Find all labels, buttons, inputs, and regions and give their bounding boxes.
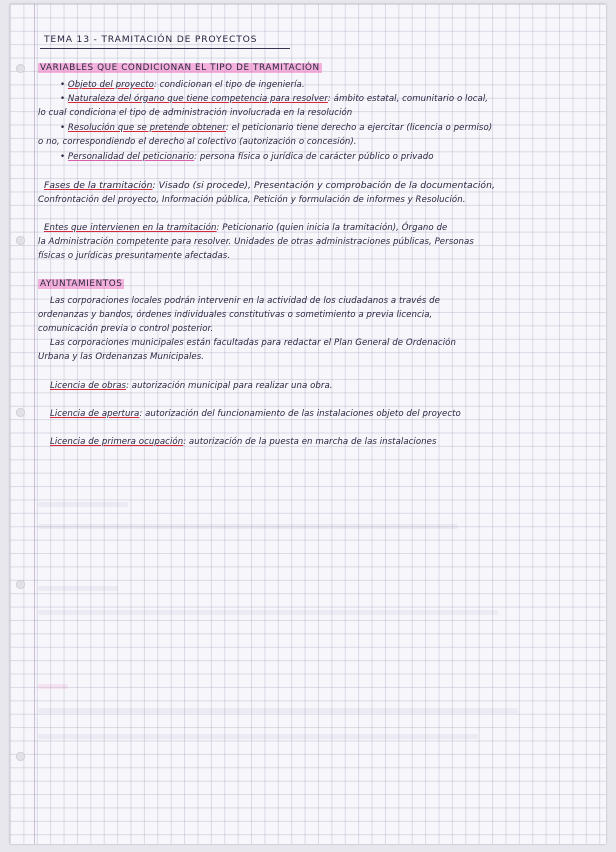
entities-line [38,236,590,249]
paragraph-text: Las corporaciones municipales están facultadas para redactar el Plan General de Ordenación [50,338,456,348]
phases-line [44,179,592,192]
paragraph-text: Las corporaciones locales podrán intervenir en la actividad de los ciudadanos a través de [50,296,440,306]
paragraph-text: ordenanzas y bandos, órdenes individuales constitutivas o sometimiento a previa licencia, [38,310,433,320]
entities-text: la Administración competente para resolver. Unidades de otras administraciones públicas, Personas [38,237,474,247]
license-label: Licencia de primera ocupación [50,437,184,447]
paragraph-line [38,351,590,364]
variable-label: Personalidad del peticionario [67,152,195,162]
entities-line [38,250,590,263]
license-label: Licencia de apertura [50,409,140,419]
bleed-through-mark [38,734,478,739]
paragraph-line [50,337,592,350]
binder-hole [16,408,25,417]
section2-heading [38,278,590,291]
notebook-page [10,4,606,844]
license-text: : autorización del funcionamiento de las instalaciones objeto del proyecto [139,409,461,419]
paragraph-line [38,309,590,322]
binder-hole [16,236,25,245]
margin-line [34,4,35,844]
bleed-through-mark [38,708,518,713]
entities-label: Entes que intervienen en la tramitación [44,223,217,233]
title-underline [40,48,290,49]
bullet-icon: • [60,94,68,104]
variable-item [60,151,606,164]
entities-line [44,222,592,235]
entities-text: físicas o jurídicas presuntamente afectadas. [38,251,231,261]
bullet-icon: • [60,123,68,133]
variable-item-continuation [38,136,590,149]
variable-label: Objeto del proyecto [67,80,154,90]
binder-hole [16,580,25,589]
license-text: : autorización municipal para realizar una obra. [126,381,333,391]
bullet-icon: • [60,152,68,162]
variable-text: : el peticionario tiene derecho a ejercitar (licencia o permiso) [225,123,493,133]
page-title: TEMA 13 - TRAMITACIÓN DE PROYECTOS [44,34,258,45]
variable-item [60,122,606,135]
variable-item [60,93,606,106]
license-item [50,436,592,449]
license-item [50,380,592,393]
license-label: Licencia de obras [50,381,127,391]
variable-text: lo cual condiciona el tipo de administración involucrada en la resolución [38,108,353,118]
binder-hole [16,752,25,761]
license-text: : autorización de la puesta en marcha de las instalaciones [183,437,437,447]
bleed-through-mark [38,586,118,591]
paragraph-line [38,323,590,336]
variable-label: Naturaleza del órgano que tiene competencia para resolver [67,94,328,104]
license-item [50,408,592,421]
bullet-icon: • [60,80,68,90]
variable-text: : ámbito estatal, comunitario o local, [327,94,489,104]
section1-heading-text: VARIABLES QUE CONDICIONAN EL TIPO DE TRAMITACIÓN [40,63,320,73]
variable-label: Resolución que se pretende obtener [67,123,226,133]
phases-label: Fases de la tramitación [44,180,153,191]
section1-heading [38,62,590,75]
phases-text: : Visado (si procede), Presentación y comprobación de la documentación, [152,180,495,191]
bleed-through-mark [38,610,498,615]
variable-text: o no, correspondiendo el derecho al colectivo (autorización o concesión). [38,137,357,147]
variable-item-continuation [38,107,590,120]
section2-heading-text: AYUNTAMIENTOS [40,279,123,289]
bleed-through-mark [38,684,68,689]
phases-line [38,194,590,207]
variable-text: : condicionan el tipo de ingeniería. [153,80,305,90]
bleed-through-mark [38,524,458,529]
phases-text: Confrontación del proyecto, Información pública, Petición y formulación de informes y Resolución. [38,195,466,205]
paragraph-text: Urbana y las Ordenanzas Municipales. [38,352,205,362]
binder-hole [16,64,25,73]
variable-text: : persona física o jurídica de carácter público o privado [194,152,434,162]
paragraph-line [50,295,592,308]
bleed-through-mark [38,502,128,507]
variable-item [60,79,606,92]
paragraph-text: comunicación previa o control posterior. [38,324,214,334]
entities-text: : Peticionario (quien inicia la tramitación), Órgano de [216,223,448,233]
